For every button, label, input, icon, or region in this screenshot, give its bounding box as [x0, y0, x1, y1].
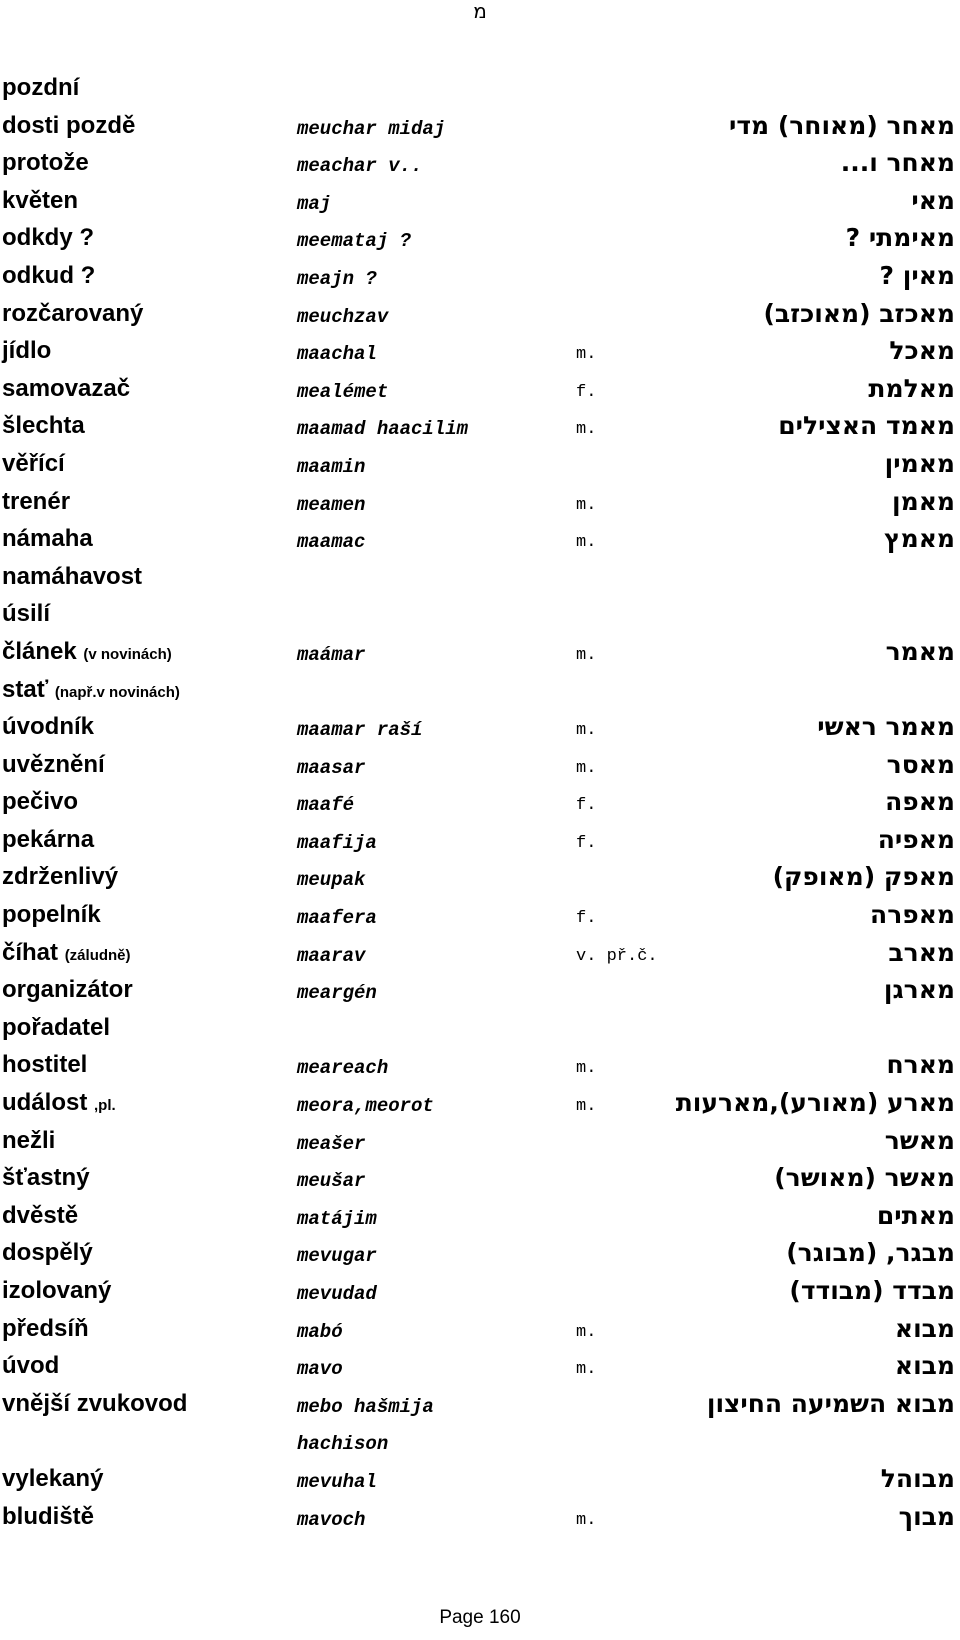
czech-term: [2, 69, 79, 110]
czech-word: organizátor: [2, 976, 133, 1004]
czech-term: [2, 295, 143, 336]
transliteration: mebo hašmija: [297, 1395, 434, 1418]
czech-term: [2, 483, 70, 524]
czech-word: šťastný: [2, 1164, 90, 1192]
hebrew-term: מאלמת: [868, 373, 955, 403]
czech-word: pořadatel: [2, 1013, 111, 1041]
czech-term: [2, 783, 78, 824]
glossary-entry: [0, 1234, 960, 1272]
hebrew-term: מאמץ: [884, 524, 955, 554]
transliteration: maafera: [297, 907, 377, 930]
czech-word: protože: [2, 149, 89, 177]
glossary-entry: [0, 332, 960, 370]
grammar-marker: m.: [576, 1322, 597, 1342]
hebrew-term: מאמן: [892, 486, 955, 516]
czech-term: [2, 144, 89, 185]
glossary-list: [0, 69, 960, 1535]
czech-term: [2, 370, 130, 411]
hebrew-term: מבוך: [898, 1501, 955, 1531]
glossary-entry: [0, 445, 960, 483]
transliteration: maafé: [297, 794, 355, 817]
transliteration: mevuhal: [297, 1470, 377, 1493]
czech-word: vylekaný: [2, 1464, 104, 1492]
transliteration: maarav: [297, 944, 366, 967]
czech-word: dosti pozdě: [2, 111, 136, 139]
transliteration: meupak: [297, 869, 366, 892]
hebrew-term: מאמר ראשי: [817, 712, 955, 742]
hebrew-term: מארב: [888, 937, 955, 967]
czech-word: stať: [2, 675, 49, 703]
grammar-marker: m.: [576, 758, 597, 778]
czech-word: izolovaný: [2, 1277, 112, 1304]
czech-term: [2, 1498, 94, 1539]
glossary-entry: [0, 821, 960, 859]
grammar-marker: m.: [576, 721, 597, 741]
czech-term: [2, 107, 135, 148]
transliteration: mevudad: [297, 1283, 377, 1305]
hebrew-term: מבוהל: [880, 1463, 955, 1493]
grammar-marker: m.: [576, 345, 597, 365]
hebrew-term: מבוא השמיעה החיצון: [706, 1388, 955, 1418]
glossary-entry: [0, 107, 960, 145]
glossary-entry: [0, 483, 960, 521]
hebrew-term: מאחר ו...: [840, 148, 955, 178]
czech-word: popelník: [2, 901, 101, 929]
czech-word: namáhavost: [2, 562, 143, 590]
glossary-entry: [0, 1385, 960, 1423]
czech-term: [2, 445, 65, 486]
glossary-entry: [0, 1009, 960, 1047]
glossary-entry: [0, 257, 960, 295]
czech-term: [2, 1310, 89, 1351]
czech-word: odkud ?: [2, 261, 96, 289]
czech-word: pozdní: [2, 74, 80, 101]
czech-word: bludiště: [2, 1502, 95, 1530]
czech-term: [2, 1046, 87, 1087]
grammar-marker: f.: [576, 909, 597, 929]
czech-term: [2, 1347, 59, 1388]
glossary-entry: [0, 558, 960, 596]
czech-term: [2, 1385, 187, 1426]
hebrew-term: מאי: [911, 185, 955, 215]
transliteration: meuchar midaj: [297, 117, 446, 140]
glossary-entry: [0, 407, 960, 445]
czech-word: nežli: [2, 1126, 56, 1154]
grammar-marker: m.: [576, 1360, 597, 1380]
czech-word: hostitel: [2, 1051, 88, 1079]
page-header-letter: מ: [473, 0, 487, 23]
czech-term: [2, 182, 78, 223]
czech-word: věřící: [2, 449, 65, 477]
czech-term: [2, 896, 101, 937]
czech-word: vnější zvukovod: [2, 1389, 188, 1417]
czech-word: úvod: [2, 1352, 60, 1380]
czech-word: úvodník: [2, 713, 95, 741]
glossary-entry: [0, 144, 960, 182]
czech-term: [2, 1460, 103, 1501]
grammar-marker: f.: [576, 382, 597, 402]
czech-word: květen: [2, 186, 79, 214]
czech-term: [2, 1009, 110, 1050]
czech-term: [2, 971, 133, 1012]
czech-word: pečivo: [2, 788, 79, 816]
transliteration: mabó: [297, 1320, 343, 1343]
czech-word: šlechta: [2, 412, 85, 440]
glossary-entry: [0, 1347, 960, 1385]
glossary-entry: [0, 1422, 960, 1460]
czech-term: [2, 520, 93, 561]
hebrew-term: מאכל: [889, 336, 955, 366]
czech-term: [2, 1234, 93, 1275]
transliteration: mavo: [297, 1358, 343, 1381]
hebrew-term: מאתים: [876, 1200, 955, 1230]
czech-term: [2, 1197, 78, 1238]
czech-word: samovazač: [2, 374, 131, 402]
glossary-entry: [0, 1310, 960, 1348]
czech-term: [2, 708, 94, 749]
czech-term: [2, 858, 118, 899]
glossary-entry: [0, 69, 960, 107]
czech-note: (např.v novinách): [54, 683, 180, 701]
transliteration: hachison: [297, 1433, 389, 1456]
grammar-marker: m.: [576, 645, 597, 665]
czech-word: událost: [2, 1089, 88, 1117]
glossary-entry: [0, 858, 960, 896]
czech-word: dvěstě: [2, 1201, 79, 1229]
transliteration: maámar: [297, 643, 366, 666]
hebrew-term: מאמר: [885, 636, 955, 666]
czech-word: trenér: [2, 487, 71, 515]
glossary-entry: [0, 633, 960, 671]
czech-word: pekárna: [2, 825, 95, 853]
czech-word: článek: [2, 637, 77, 665]
transliteration: meajn ?: [297, 267, 377, 290]
czech-term: [2, 934, 131, 975]
transliteration: maamac: [297, 531, 366, 554]
czech-term: [2, 558, 142, 599]
hebrew-term: מאמד האצילים: [778, 411, 955, 441]
glossary-entry: [0, 1046, 960, 1084]
czech-note: ,pl.: [94, 1097, 116, 1115]
czech-word: zdrženlivý: [2, 863, 119, 891]
glossary-entry: [0, 1272, 960, 1310]
transliteration: mavoch: [297, 1508, 366, 1531]
hebrew-term: מבוא: [894, 1351, 955, 1381]
czech-term: [2, 595, 50, 636]
czech-word: dospělý: [2, 1239, 93, 1267]
transliteration: mealémet: [297, 380, 389, 403]
czech-term: [2, 407, 85, 448]
hebrew-term: מאסר: [886, 749, 955, 779]
glossary-entry: [0, 971, 960, 1009]
transliteration: meargén: [297, 982, 377, 1005]
glossary-entry: [0, 783, 960, 821]
grammar-marker: m.: [576, 1059, 597, 1079]
czech-term: [2, 1084, 116, 1125]
transliteration: maafija: [297, 831, 377, 854]
hebrew-term: מבוא: [894, 1313, 955, 1343]
glossary-entry: [0, 671, 960, 709]
czech-term: [2, 1122, 55, 1163]
transliteration: meamen: [297, 493, 366, 516]
czech-term: [2, 1159, 90, 1200]
hebrew-term: מאפיה: [877, 824, 955, 854]
czech-word: odkdy ?: [2, 224, 95, 252]
transliteration: meuchzav: [297, 305, 389, 328]
hebrew-term: מארח: [886, 1050, 955, 1080]
grammar-marker: f.: [576, 833, 597, 853]
transliteration: maamad haacilim: [297, 418, 469, 441]
hebrew-term: מאשר (מאושר): [774, 1163, 955, 1193]
czech-word: číhat: [2, 938, 59, 966]
czech-term: [2, 671, 180, 712]
czech-word: rozčarovaný: [2, 299, 144, 327]
grammar-marker: m.: [576, 1510, 597, 1530]
hebrew-term: מאין ?: [879, 260, 955, 290]
hebrew-term: מארגן: [883, 975, 955, 1005]
czech-word: předsíň: [2, 1314, 89, 1342]
czech-term: [2, 633, 172, 674]
transliteration: mevugar: [297, 1245, 377, 1268]
czech-word: úsilí: [2, 600, 51, 628]
transliteration: maamin: [297, 455, 366, 478]
czech-word: námaha: [2, 525, 93, 553]
hebrew-term: מאימתי ?: [845, 223, 955, 253]
hebrew-term: מאחר (מאוחר) מדי: [728, 110, 955, 140]
glossary-entry: [0, 934, 960, 972]
czech-term: [2, 332, 51, 373]
czech-term: [2, 257, 95, 298]
transliteration: maj: [297, 192, 332, 215]
hebrew-term: מאפרה: [870, 900, 955, 930]
page-number: Page 160: [439, 1607, 521, 1628]
hebrew-term: מארע (מאורע),מארעות: [675, 1088, 955, 1118]
glossary-entry: [0, 896, 960, 934]
glossary-entry: [0, 1460, 960, 1498]
glossary-entry: [0, 595, 960, 633]
glossary-entry: [0, 1197, 960, 1235]
glossary-entry: [0, 1159, 960, 1197]
grammar-marker: m.: [576, 533, 597, 553]
hebrew-term: מבגר, (מבוגר): [786, 1238, 955, 1268]
hebrew-term: מאפה: [885, 787, 955, 817]
transliteration: meemataj ?: [297, 230, 412, 253]
glossary-entry: [0, 1498, 960, 1536]
czech-term: [2, 1272, 111, 1313]
transliteration: meora,meorot: [297, 1095, 434, 1118]
glossary-entry: [0, 520, 960, 558]
czech-word: jídlo: [2, 337, 52, 365]
grammar-marker: v. př.č.: [576, 946, 658, 966]
hebrew-term: מאפק (מאופק): [772, 862, 955, 892]
hebrew-term: מאשר: [884, 1125, 955, 1155]
transliteration: meachar v..: [297, 155, 423, 178]
glossary-entry: [0, 370, 960, 408]
hebrew-term: מאכזב (מאוכזב): [763, 298, 955, 328]
glossary-entry: [0, 708, 960, 746]
transliteration: maachal: [297, 343, 377, 366]
glossary-entry: [0, 219, 960, 257]
czech-note: (v novinách): [83, 645, 172, 663]
glossary-entry: [0, 1084, 960, 1122]
hebrew-term: מבדד (מבודד): [789, 1276, 955, 1305]
grammar-marker: m.: [576, 1097, 597, 1117]
czech-note: (záludně): [64, 946, 131, 964]
hebrew-term: מאמין: [884, 448, 955, 478]
transliteration: matájim: [297, 1207, 377, 1230]
glossary-entry: [0, 746, 960, 784]
czech-term: [2, 219, 94, 260]
transliteration: maamar raší: [297, 719, 423, 742]
glossary-entry: [0, 1122, 960, 1160]
glossary-entry: [0, 182, 960, 220]
grammar-marker: m.: [576, 420, 597, 440]
transliteration: meušar: [297, 1170, 366, 1193]
grammar-marker: m.: [576, 495, 597, 515]
transliteration: maasar: [297, 756, 366, 779]
glossary-entry: [0, 295, 960, 333]
grammar-marker: f.: [576, 796, 597, 816]
czech-word: uvěznění: [2, 750, 105, 778]
transliteration: meareach: [297, 1057, 389, 1080]
transliteration: meašer: [297, 1132, 366, 1155]
czech-term: [2, 746, 105, 787]
czech-term: [2, 821, 94, 862]
